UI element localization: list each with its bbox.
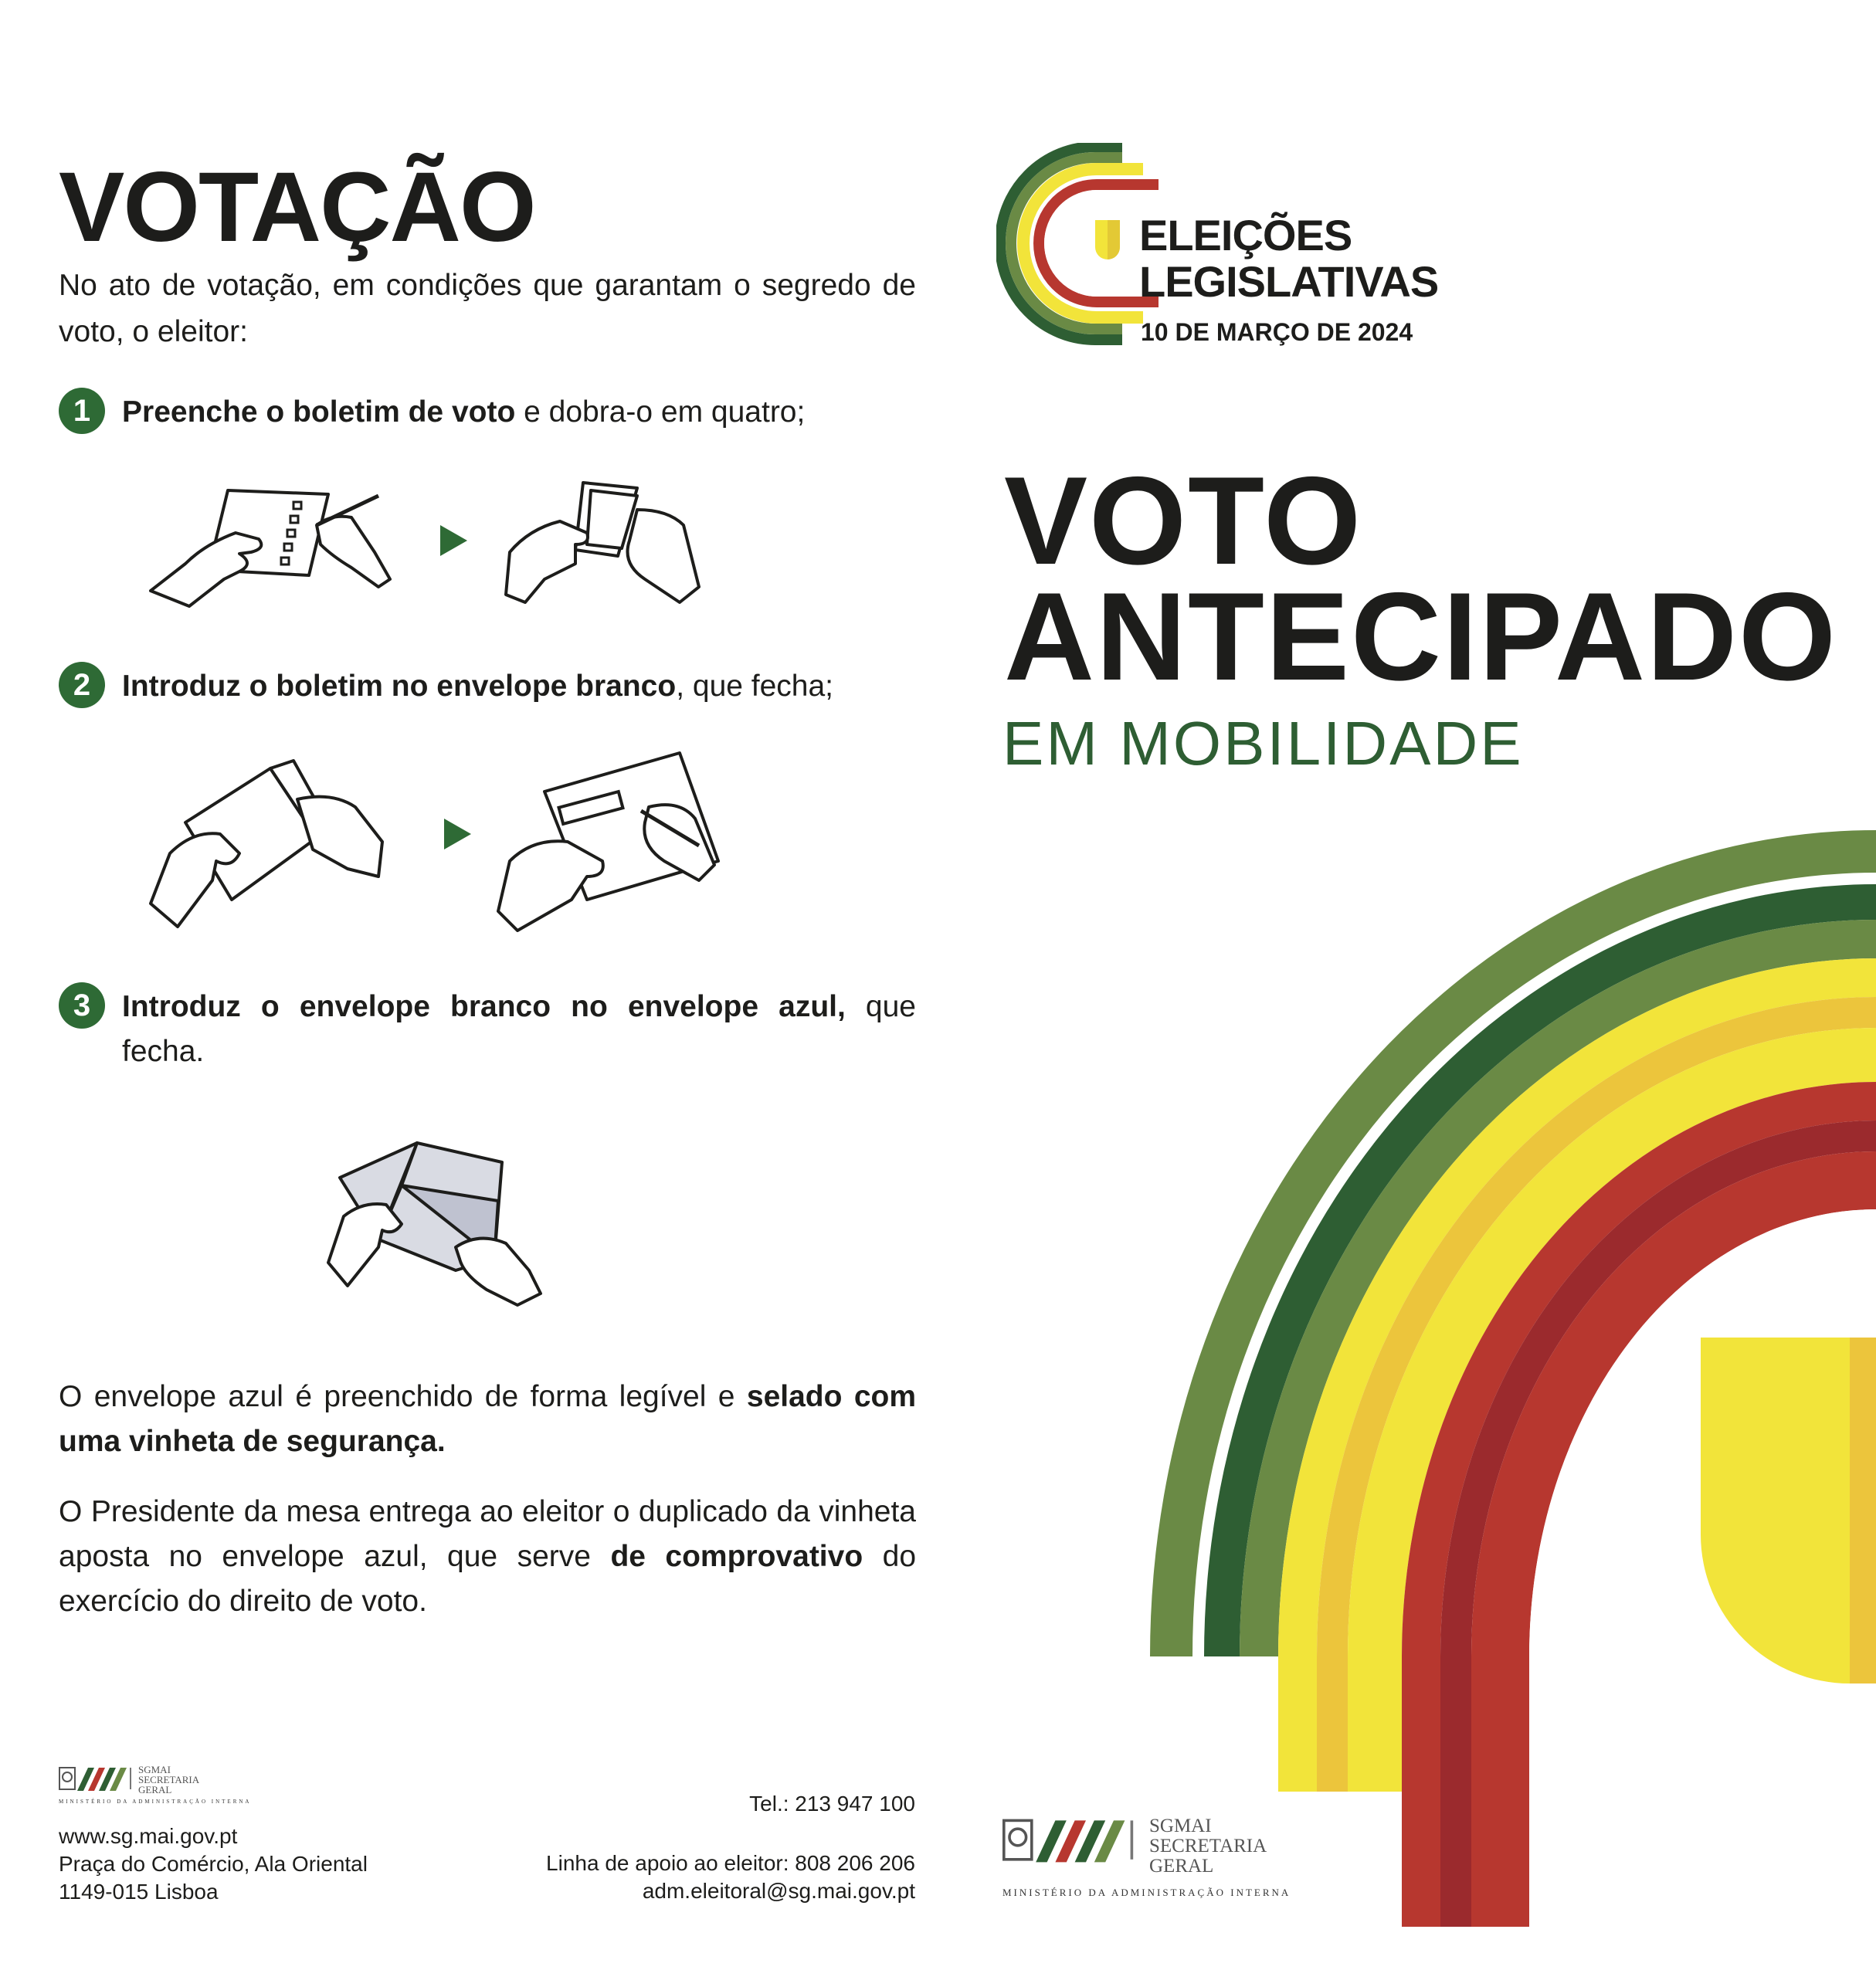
para2-text: O Presidente da mesa entrega ao eleitor o duplicado da vinheta aposta no envelope azul, que serve [59,1495,916,1573]
sgmai-emblem-icon [59,1765,136,1797]
paragraph-envelope-sealed [59,1375,916,1464]
ballot-fill-hands [151,490,390,606]
play-arrow-icon [444,819,471,849]
step-2-text [122,664,916,709]
main-title-line-2: ANTECIPADO [1004,567,1838,707]
step-1-badge: 1 [59,388,105,434]
step-1-bold: Preenche o boletim de voto [122,395,516,429]
step-1-rest: e dobra-o em quatro; [515,395,806,429]
footer-email[interactable]: adm.eleitoral@sg.mai.gov.pt [642,1879,915,1903]
step-2 [59,664,916,710]
step-3-bold: Introduz o envelope branco no envelope azul, [122,990,846,1023]
small-logo-ministry: MINISTÉRIO DA ADMINISTRAÇÃO INTERNA [59,1799,252,1805]
section-heading: VOTAÇÃO [59,152,535,263]
paragraph-receipt [59,1490,916,1624]
large-logo-name-3: GERAL [1149,1856,1214,1877]
envelope-seal-hands [498,753,718,931]
footer-address [59,1823,368,1906]
intro-text: No ato de votação, em condições que garantam o segredo de voto, o eleitor: [59,269,916,348]
footer-address-line-1: Praça do Comércio, Ala Oriental [59,1852,368,1876]
step-3-badge: 3 [59,982,105,1029]
eleicoes-date: 10 DE MARÇO DE 2024 [1141,318,1413,346]
large-logo-ministry: MINISTÉRIO DA ADMINISTRAÇÃO INTERNA [1002,1887,1291,1898]
large-logo-name-2: SECRETARIA [1149,1836,1267,1856]
footer-tel: Tel.: 213 947 100 [749,1792,915,1816]
footer-contacts [463,1850,915,1905]
sgmai-logo-small [59,1764,252,1811]
rainbow-arch [1143,826,1876,1970]
envelope-insert-illustration [147,745,726,942]
main-title [1004,451,1838,707]
footer-website[interactable]: www.sg.mai.gov.pt [59,1824,238,1848]
step-3-text [122,985,916,1074]
step-2-badge: 2 [59,662,105,708]
sgmai-logo-large [1002,1815,1296,1900]
eleicoes-line-2: LEGISLATIVAS [1139,257,1439,306]
blue-envelope-illustration [324,1139,556,1309]
footer-support-line: Linha de apoio ao eleitor: 808 206 206 [546,1851,915,1875]
small-logo-name-1: SGMAI [138,1764,171,1775]
sgmai-emblem-icon [1002,1815,1142,1873]
envelope-open-hands [151,761,382,927]
eleicoes-title [1139,212,1438,305]
para1-bold: selado com uma vinheta de segurança. [59,1380,917,1458]
step-3 [59,985,916,1077]
para2-bold: de comprovativo [610,1540,863,1573]
ballot-fold-hands [506,483,699,602]
step-1 [59,390,916,436]
step-2-rest: , que fecha; [676,670,834,703]
footer-address-line-2: 1149-015 Lisboa [59,1880,219,1904]
para1-text: O envelope azul é preenchido de forma legível e [59,1380,747,1413]
small-logo-name-3: GERAL [138,1784,172,1795]
para2-end: do exercício do direito de voto. [59,1540,917,1618]
subtitle: EM MOBILIDADE [1002,709,1524,778]
small-logo-name-2: SECRETARIA [138,1774,200,1785]
play-arrow-icon [440,525,467,556]
eleicoes-line-1: ELEIÇÕES [1139,211,1352,259]
step-3-rest: que fecha. [122,990,917,1068]
fill-and-fold-illustration [143,479,722,618]
large-logo-name-1: SGMAI [1149,1816,1212,1836]
step-2-bold: Introduz o boletim no envelope branco [122,670,677,703]
step-1-text [122,390,916,435]
main-title-line-1: VOTO [1004,451,1363,591]
